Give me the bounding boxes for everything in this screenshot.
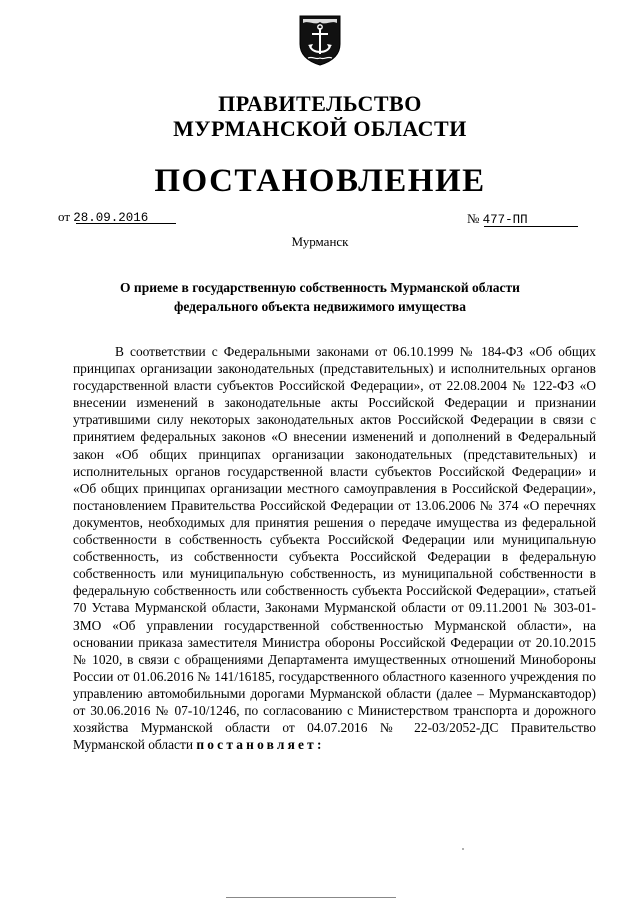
- government-name-line2: МУРМАНСКОЙ ОБЛАСТИ: [173, 116, 467, 141]
- title-line2: федерального объекта недвижимого имущества: [174, 299, 466, 314]
- scan-speck: [462, 848, 464, 850]
- date-prefix: от: [58, 209, 71, 224]
- number-prefix: №: [467, 211, 480, 226]
- date-value: 28.09.2016: [73, 211, 149, 225]
- city-name: Мурманск: [291, 234, 349, 249]
- resolution-word: постановляет:: [196, 737, 325, 753]
- document-type-heading: ПОСТАНОВЛЕНИЕ: [154, 163, 486, 199]
- murmansk-coat-of-arms-icon: [298, 12, 342, 66]
- page-bottom-rule: [226, 897, 396, 898]
- document-number: [467, 211, 528, 227]
- number-underline: [484, 226, 578, 227]
- document-title: [90, 278, 550, 316]
- body-paragraph: [73, 343, 596, 753]
- government-name-line1: ПРАВИТЕЛЬСТВО: [218, 91, 422, 116]
- date-underline: [76, 223, 176, 224]
- title-line1: О приеме в государственную собственность Мурманской области: [120, 280, 520, 295]
- number-value: 477-ПП: [482, 213, 528, 227]
- body-text: В соответствии с Федеральными законами от 06.10.1999 № 184-ФЗ «Об общих принципах организации законодательных (представительных) и исполнительных органов государственной власти субъектов Российской Федерации», от 22.08.2004 № 122-ФЗ «О внесении изменений в законодательные акты Российской Федерации и признании утратившими силу некоторых законодательных актов Российской Федерации в связи с принятием федеральных законов «О внесении изменений и дополнений в Федеральный закон «Об общих принципах организации законодательных (представительных) и исполнительных органов государственной власти субъектов Российской Федерации» и «Об общих принципах организации местного самоуправления в Российской Федерации», постановлением Правительства Российской Федерации от 13.06.2006 № 374 «О перечнях документов, необходимых для принятия решения о передаче имущества из федеральной собственности в собственность субъекта Российской Федерации или муниципальную собственность, из собственности субъекта Российской Федерации в федеральную собственность или муниципальную собственность, из муниципальной собственности в федеральную собственность или собственность субъекта Российской Федерации», статьей 70 Устава Мурманской области, Законами Мурманской области от 09.11.2001 № 303-01-ЗМО «Об управлении государственной собственностью Мурманской области», на основании приказа заместителя Министра обороны Российской Федерации от 20.10.2015 № 1020, в связи с обращениями Департамента имущественных отношений Минобороны России от 01.06.2016 № 141/16185, государственного областного казенного учреждения по управлению автомобильными дорогами Мурманской области (далее – Мурманскавтодор) от 30.06.2016 № 07-10/1246, по согласованию с Министерством транспорта и дорожного хозяйства Мурманской области от 04.07.2016 № 22-03/2052-ДС Правительство Мурманской области: [73, 344, 596, 753]
